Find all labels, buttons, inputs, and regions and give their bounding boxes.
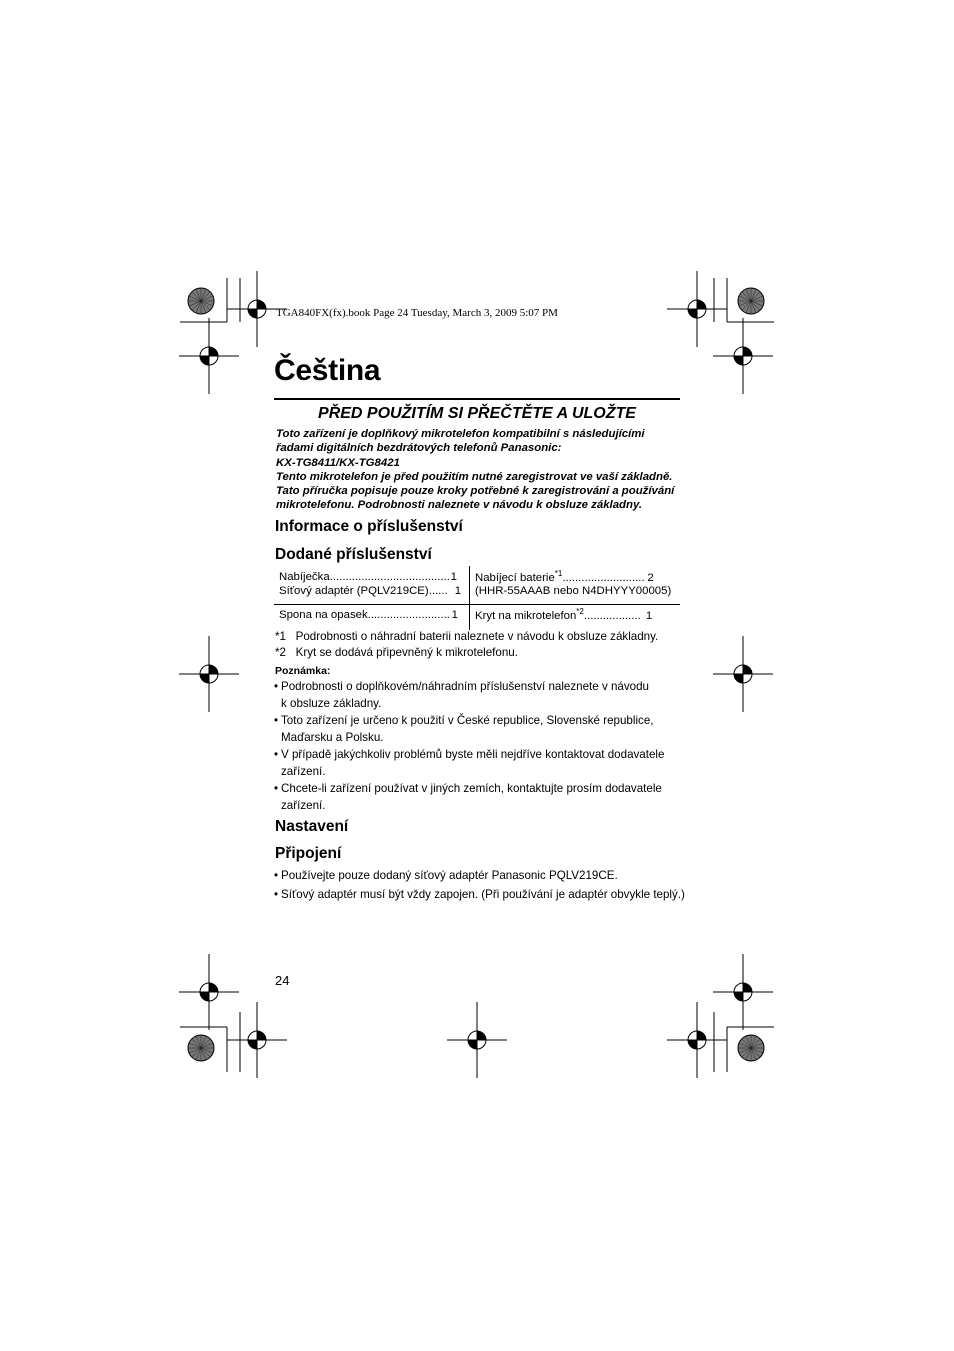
list-item-line: zařízení. — [281, 764, 326, 778]
notes-list — [274, 679, 694, 815]
intro-line: Toto zařízení je doplňkový mikrotelefon kompatibilní s následujícími — [276, 428, 645, 440]
list-item-line: • Síťový adaptér musí být vždy zapojen. (Při používání je adaptér obvykle teplý.) — [281, 888, 685, 901]
footnote: *2 Kryt se dodává připevněný k mikrotelefonu. — [275, 646, 518, 659]
table-column-divider — [469, 566, 470, 630]
footnote: *1 Podrobnosti o náhradní baterii naleznete v návodu k obsluze základny. — [275, 630, 659, 643]
leader-dots: .......................... — [367, 609, 450, 621]
list-item — [274, 886, 694, 904]
list-item-line: • Používejte pouze dodaný síťový adaptér Panasonic PQLV219CE. — [281, 869, 618, 882]
item-quantity: 1 — [451, 609, 459, 621]
heading-connection: Připojení — [275, 845, 342, 862]
list-item — [274, 781, 694, 814]
item-quantity: 1 — [454, 585, 462, 597]
heading-supplied-accessories: Dodané příslušenství — [275, 546, 432, 563]
list-item — [274, 867, 694, 885]
item-label: Spona na opasek — [279, 609, 368, 621]
intro-line: Tato příručka popisuje pouze kroky potřebné k zaregistrování a používání — [276, 485, 675, 498]
list-item — [274, 679, 694, 712]
item-label: Síťový adaptér (PQLV219CE) — [279, 585, 429, 597]
intro-paragraph — [276, 427, 686, 513]
list-item-line: • Podrobnosti o doplňkovém/náhradním příslušenství naleznete v návodu — [281, 680, 650, 693]
heading-setup: Nastavení — [275, 818, 349, 835]
table-row-divider — [274, 604, 680, 605]
item-label: Nabíjecí baterie — [475, 571, 555, 584]
section-title: PŘED POUŽITÍM SI PŘEČTĚTE A ULOŽTE — [318, 405, 636, 422]
list-item-line: • Toto zařízení je určeno k použití v České republice, Slovenské republice, — [281, 714, 654, 727]
item-label: Nabíječka — [279, 571, 330, 583]
list-item — [274, 713, 694, 746]
item-model: (HHR-55AAAB nebo N4DHYYY00005) — [475, 585, 672, 597]
intro-line: Tento mikrotelefon je před použitím nutné zaregistrovat ve vaší základně. — [276, 470, 673, 483]
connection-list — [274, 867, 694, 905]
leader-dots: ...................................... — [329, 571, 450, 583]
leader-dots: ...... — [428, 585, 448, 597]
item-quantity: 2 — [647, 571, 654, 584]
table-cell — [279, 585, 462, 597]
table-cell — [475, 585, 671, 597]
list-item — [274, 747, 694, 780]
list-item-line: Maďarsku a Polsku. — [281, 730, 384, 744]
table-cell — [475, 607, 675, 622]
item-quantity: 1 — [645, 609, 653, 622]
list-item-line: zařízení. — [281, 798, 326, 812]
accessories-table — [274, 566, 680, 630]
page-number: 24 — [275, 973, 290, 988]
item-label: Kryt na mikrotelefon — [475, 609, 577, 622]
table-cell — [475, 569, 675, 584]
leader-dots: .................. — [583, 609, 641, 622]
note-title: Poznámka: — [275, 665, 331, 677]
list-item-line: • V případě jakýchkoliv problémů byste měli nejdříve kontaktovat dodavatele — [281, 748, 665, 761]
table-cell — [279, 609, 462, 621]
intro-line: řadami digitálních bezdrátových telefonů Panasonic: — [276, 442, 562, 455]
item-quantity: 1 — [450, 571, 457, 583]
list-item-line: k obsluze základny. — [281, 696, 382, 710]
leader-dots: .......................... — [562, 571, 645, 584]
page-title: Čeština — [274, 354, 381, 387]
intro-line: mikrotelefonu. Podrobnosti naleznete v návodu k obsluze základny. — [276, 499, 643, 512]
footnote-ref: *2 — [576, 607, 584, 616]
list-item-line: • Chcete-li zařízení používat v jiných zemích, kontaktujte prosím dodavatele — [281, 782, 662, 795]
title-divider — [274, 398, 680, 400]
intro-line: KX-TG8411/KX-TG8421 — [276, 456, 400, 469]
table-cell — [279, 571, 462, 583]
footnote-ref: *1 — [554, 569, 563, 578]
print-header-line: TGA840FX(fx).book Page 24 Tuesday, March 3, 2009 5:07 PM — [276, 307, 558, 319]
heading-accessories-info: Informace o příslušenství — [275, 518, 463, 535]
